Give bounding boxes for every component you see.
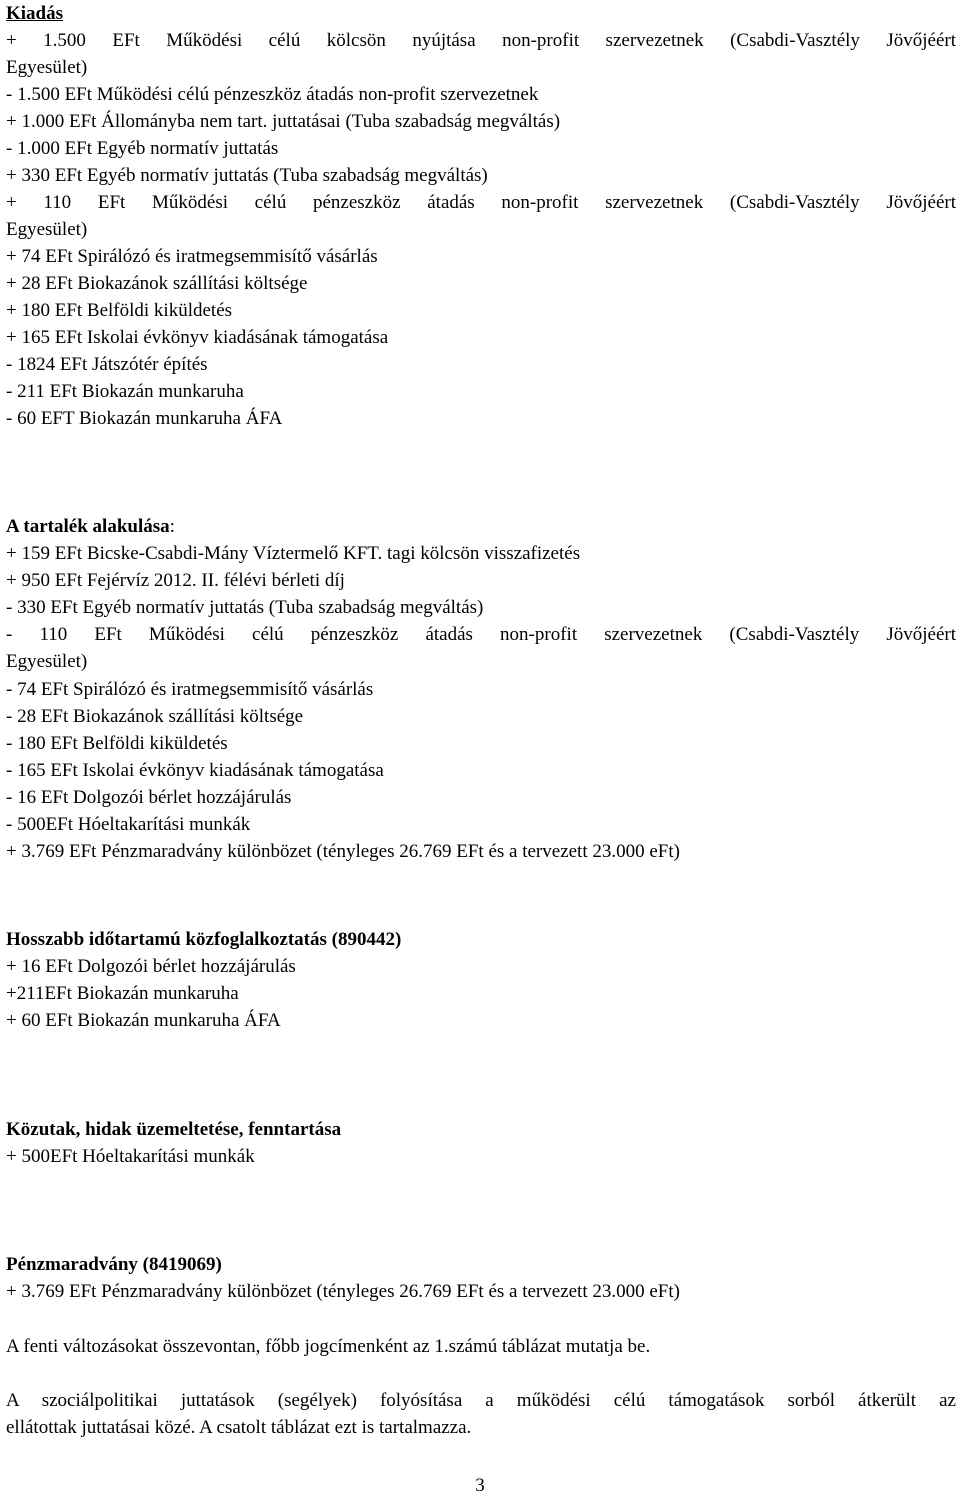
text-line: - 28 EFt Biokazánok szállítási költsége	[6, 706, 304, 727]
page-number: 3	[475, 1475, 485, 1496]
text-line: - 211 EFt Biokazán munkaruha	[6, 381, 244, 402]
section-heading-kiadas: Kiadás	[6, 3, 64, 24]
text-line: Egyesület)	[6, 57, 88, 78]
closing-paragraph-line: ellátottak juttatásai közé. A csatolt táblázat ezt is tartalmazza.	[6, 1417, 472, 1438]
text-line: +211EFt Biokazán munkaruha	[6, 983, 239, 1004]
text-line: + 159 EFt Bicske-Csabdi-Mány Víztermelő KFT. tagi kölcsön visszafizetés	[6, 543, 581, 564]
section-heading-penzmaradvany: Pénzmaradvány (8419069)	[6, 1254, 222, 1275]
text-line: + 3.769 EFt Pénzmaradvány különbözet (tényleges 26.769 EFt és a tervezett 23.000 eFt)	[6, 841, 680, 862]
text-line: - 165 EFt Iskolai évkönyv kiadásának támogatása	[6, 760, 384, 781]
text-line: + 74 EFt Spirálózó és iratmegsemmisítő vásárlás	[6, 246, 378, 267]
text-line: + 16 EFt Dolgozói bérlet hozzájárulás	[6, 956, 296, 977]
text-line: + 1.000 EFt Állományba nem tart. juttatásai (Tuba szabadság megváltás)	[6, 111, 561, 132]
section-heading-tartalek	[6, 513, 956, 540]
heading-text: A tartalék alakulása	[6, 516, 170, 537]
text-line: + 3.769 EFt Pénzmaradvány különbözet (tényleges 26.769 EFt és a tervezett 23.000 eFt)	[6, 1281, 680, 1302]
text-line: + 180 EFt Belföldi kiküldetés	[6, 300, 233, 321]
text-line: - 500EFt Hóeltakarítási munkák	[6, 814, 251, 835]
text-line: + 60 EFt Biokazán munkaruha ÁFA	[6, 1010, 281, 1031]
text-line: - 110 EFt Működési célú pénzeszköz átadás non-profit szervezetnek (Csabdi-Vasztély Jövőjéért	[6, 624, 956, 645]
text-line: + 950 EFt Fejérvíz 2012. II. félévi bérleti díj	[6, 570, 345, 591]
section-heading-kozfoglalkoztatas: Hosszabb időtartamú közfoglalkoztatás (890442)	[6, 929, 402, 950]
text-line: + 165 EFt Iskolai évkönyv kiadásának támogatása	[6, 327, 389, 348]
text-line: - 330 EFt Egyéb normatív juttatás (Tuba szabadság megváltás)	[6, 597, 484, 618]
text-line: - 60 EFT Biokazán munkaruha ÁFA	[6, 408, 283, 429]
closing-paragraph-line: A szociálpolitikai juttatások (segélyek) folyósítása a működési célú támogatások sorból átkerült az	[6, 1390, 956, 1411]
text-line: + 110 EFt Működési célú pénzeszköz átadás non-profit szervezetnek (Csabdi-Vasztély Jövőjéért	[6, 192, 956, 213]
text-line: - 16 EFt Dolgozói bérlet hozzájárulás	[6, 787, 292, 808]
heading-colon: :	[169, 516, 175, 537]
text-line: - 1.000 EFt Egyéb normatív juttatás	[6, 138, 279, 159]
text-line: - 1.500 EFt Működési célú pénzeszköz átadás non-profit szervezetnek	[6, 84, 539, 105]
text-line: + 500EFt Hóeltakarítási munkák	[6, 1146, 255, 1167]
text-line: + 330 EFt Egyéb normatív juttatás (Tuba szabadság megváltás)	[6, 165, 488, 186]
closing-paragraph: A fenti változásokat összevontan, főbb jogcímenként az 1.számú táblázat mutatja be.	[6, 1336, 651, 1357]
section-heading-kozutak: Közutak, hidak üzemeltetése, fenntartása	[6, 1119, 342, 1140]
text-line: Egyesület)	[6, 651, 88, 672]
text-line: - 1824 EFt Játszótér építés	[6, 354, 208, 375]
text-line: - 74 EFt Spirálózó és iratmegsemmisítő vásárlás	[6, 679, 374, 700]
text-line: + 28 EFt Biokazánok szállítási költsége	[6, 273, 308, 294]
text-line: Egyesület)	[6, 219, 88, 240]
text-line: - 180 EFt Belföldi kiküldetés	[6, 733, 228, 754]
text-line: + 1.500 EFt Működési célú kölcsön nyújtása non-profit szervezetnek (Csabdi-Vasztély Jövőjéért	[6, 30, 956, 51]
